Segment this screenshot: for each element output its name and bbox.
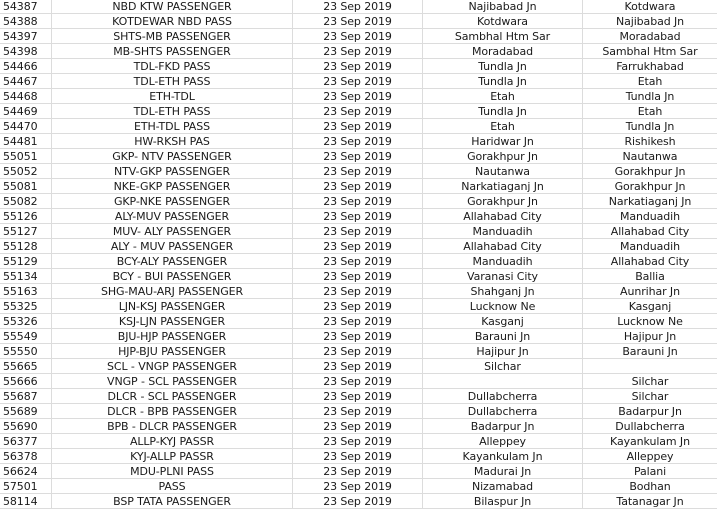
table-row[interactable] [0, 329, 717, 344]
train-name-cell: HW-RKSH PAS [52, 134, 293, 148]
table-row[interactable] [0, 164, 717, 179]
source-station-cell: Bilaspur Jn [423, 494, 583, 508]
table-row[interactable] [0, 74, 717, 89]
source-station-cell: Varanasi City [423, 269, 583, 283]
train-name-cell: GKP-NKE PASSENGER [52, 194, 293, 208]
train-name-cell: BJU-HJP PASSENGER [52, 329, 293, 343]
date-cell: 23 Sep 2019 [293, 359, 423, 373]
train-number-cell: 55129 [0, 254, 52, 268]
destination-station-cell: Tundla Jn [625, 90, 675, 103]
source-station-cell: Allahabad City [423, 239, 583, 253]
source-station-cell: Lucknow Ne [423, 299, 583, 313]
train-name-cell: SCL - VNGP PASSENGER [52, 359, 293, 373]
table-row[interactable] [0, 494, 717, 509]
table-row[interactable] [0, 194, 717, 209]
train-name-cell: NTV-GKP PASSENGER [52, 164, 293, 178]
train-number-cell: 55690 [0, 419, 52, 433]
table-row[interactable] [0, 374, 717, 389]
date-cell: 23 Sep 2019 [293, 29, 423, 43]
date-cell: 23 Sep 2019 [293, 194, 423, 208]
source-station-cell: Najibabad Jn [423, 0, 583, 13]
source-station-cell: Moradabad [423, 44, 583, 58]
train-name-cell: SHTS-MB PASSENGER [52, 29, 293, 43]
train-number-cell: 54469 [0, 104, 52, 118]
train-number-cell: 54398 [0, 44, 52, 58]
train-number-cell: 54387 [0, 0, 52, 13]
train-number-cell: 55163 [0, 284, 52, 298]
table-row[interactable] [0, 404, 717, 419]
train-name-cell: VNGP - SCL PASSENGER [52, 374, 293, 388]
date-cell: 23 Sep 2019 [293, 164, 423, 178]
train-name-cell: LJN-KSJ PASSENGER [52, 299, 293, 313]
destination-station-cell: Hajipur Jn [623, 330, 677, 343]
table-row[interactable] [0, 314, 717, 329]
source-station-cell: Narkatiaganj Jn [423, 179, 583, 193]
table-row[interactable] [0, 209, 717, 224]
train-name-cell: BSP TATA PASSENGER [52, 494, 293, 508]
train-name-cell: HJP-BJU PASSENGER [52, 344, 293, 358]
train-number-cell: 55134 [0, 269, 52, 283]
table-row[interactable] [0, 464, 717, 479]
table-row[interactable] [0, 359, 717, 374]
table-row[interactable] [0, 389, 717, 404]
source-station-cell: Tundla Jn [423, 104, 583, 118]
table-row[interactable] [0, 419, 717, 434]
date-cell: 23 Sep 2019 [293, 299, 423, 313]
destination-station-cell: Etah [637, 105, 663, 118]
table-row[interactable] [0, 0, 717, 14]
source-station-cell: Dullabcherra [423, 404, 583, 418]
destination-station-cell: Gorakhpur Jn [614, 165, 686, 178]
date-cell: 23 Sep 2019 [293, 494, 423, 508]
date-cell: 23 Sep 2019 [293, 104, 423, 118]
train-number-cell: 54388 [0, 14, 52, 28]
date-cell: 23 Sep 2019 [293, 59, 423, 73]
table-row[interactable] [0, 344, 717, 359]
date-cell: 23 Sep 2019 [293, 149, 423, 163]
destination-station-cell: Silchar [631, 375, 669, 388]
date-cell: 23 Sep 2019 [293, 404, 423, 418]
destination-station-cell: Farrukhabad [616, 60, 684, 73]
destination-station-cell: Rishikesh [624, 135, 676, 148]
train-name-cell: TDL-FKD PASS [52, 59, 293, 73]
train-number-cell: 57501 [0, 479, 52, 493]
train-number-cell: 55689 [0, 404, 52, 418]
train-name-cell: TDL-ETH PASS [52, 74, 293, 88]
source-station-cell: Sambhal Htm Sar [423, 29, 583, 43]
date-cell: 23 Sep 2019 [293, 419, 423, 433]
train-number-cell: 55326 [0, 314, 52, 328]
table-row[interactable] [0, 134, 717, 149]
table-row[interactable] [0, 44, 717, 59]
source-station-cell: Silchar [423, 359, 583, 373]
date-cell: 23 Sep 2019 [293, 254, 423, 268]
train-number-cell: 54468 [0, 89, 52, 103]
train-name-cell: NKE-GKP PASSENGER [52, 179, 293, 193]
train-number-cell: 55665 [0, 359, 52, 373]
destination-station-cell: Tundla Jn [625, 120, 675, 133]
source-station-cell: Kayankulam Jn [423, 449, 583, 463]
source-station-cell: Nizamabad [423, 479, 583, 493]
date-cell: 23 Sep 2019 [293, 314, 423, 328]
train-number-cell: 55549 [0, 329, 52, 343]
table-row[interactable] [0, 179, 717, 194]
date-cell: 23 Sep 2019 [293, 224, 423, 238]
destination-station-cell: Etah [637, 75, 663, 88]
date-cell: 23 Sep 2019 [293, 434, 423, 448]
table-row[interactable] [0, 14, 717, 29]
table-row[interactable] [0, 239, 717, 254]
train-number-cell: 55052 [0, 164, 52, 178]
source-station-cell: Madurai Jn [423, 464, 583, 478]
source-station-cell: Kotdwara [423, 14, 583, 28]
train-name-cell: MB-SHTS PASSENGER [52, 44, 293, 58]
table-row[interactable] [0, 254, 717, 269]
train-number-cell: 54470 [0, 119, 52, 133]
table-row[interactable] [0, 269, 717, 284]
train-number-cell: 55128 [0, 239, 52, 253]
train-name-cell: ETH-TDL [52, 89, 293, 103]
date-cell: 23 Sep 2019 [293, 269, 423, 283]
date-cell: 23 Sep 2019 [293, 0, 423, 13]
source-station-cell: Badarpur Jn [423, 419, 583, 433]
destination-station-cell: Gorakhpur Jn [614, 180, 686, 193]
destination-station-cell: Bodhan [629, 480, 671, 493]
date-cell: 23 Sep 2019 [293, 284, 423, 298]
train-name-cell: DLCR - SCL PASSENGER [52, 389, 293, 403]
train-name-cell: KSJ-LJN PASSENGER [52, 314, 293, 328]
date-cell: 23 Sep 2019 [293, 329, 423, 343]
source-station-cell: Gorakhpur Jn [423, 194, 583, 208]
train-name-cell: KYJ-ALLP PASSR [52, 449, 293, 463]
source-station-cell: Kasganj [423, 314, 583, 328]
source-station-cell: Tundla Jn [423, 74, 583, 88]
table-row[interactable] [0, 149, 717, 164]
train-name-cell: BPB - DLCR PASSENGER [52, 419, 293, 433]
destination-station-cell: Najibabad Jn [615, 15, 685, 28]
destination-station-cell: Narkatiaganj Jn [608, 195, 692, 208]
source-station-cell: Etah [423, 119, 583, 133]
train-number-cell: 55127 [0, 224, 52, 238]
table-row[interactable] [0, 284, 717, 299]
table-row[interactable] [0, 89, 717, 104]
destination-station-cell: Kasganj [628, 300, 672, 313]
destination-station-cell: Palani [633, 465, 667, 478]
train-number-cell: 58114 [0, 494, 52, 508]
table-row[interactable] [0, 104, 717, 119]
train-name-cell: SHG-MAU-ARJ PASSENGER [52, 284, 293, 298]
source-station-cell: Shahganj Jn [423, 284, 583, 298]
date-cell: 23 Sep 2019 [293, 119, 423, 133]
destination-station-cell: Kayankulam Jn [610, 435, 690, 448]
destination-station-cell: Manduadih [619, 210, 680, 223]
train-number-cell: 56378 [0, 449, 52, 463]
train-number-cell: 56624 [0, 464, 52, 478]
destination-station-cell: Lucknow Ne [617, 315, 683, 328]
destination-station-cell [583, 359, 717, 373]
date-cell: 23 Sep 2019 [293, 449, 423, 463]
date-cell: 23 Sep 2019 [293, 374, 423, 388]
source-station-cell: Allahabad City [423, 209, 583, 223]
table-row[interactable] [0, 119, 717, 134]
source-station-cell: Etah [423, 89, 583, 103]
destination-station-cell: Sambhal Htm Sar [602, 45, 698, 58]
source-station-cell: Alleppey [423, 434, 583, 448]
train-number-cell: 55081 [0, 179, 52, 193]
table-row[interactable] [0, 59, 717, 74]
destination-station-cell: Alleppey [626, 450, 674, 463]
train-number-cell: 54481 [0, 134, 52, 148]
date-cell: 23 Sep 2019 [293, 344, 423, 358]
train-number-cell: 56377 [0, 434, 52, 448]
destination-station-cell: Ballia [635, 270, 665, 283]
train-name-cell: PASS [52, 479, 293, 493]
train-name-cell: ALY-MUV PASSENGER [52, 209, 293, 223]
date-cell: 23 Sep 2019 [293, 44, 423, 58]
table-row[interactable] [0, 29, 717, 44]
date-cell: 23 Sep 2019 [293, 134, 423, 148]
train-number-cell: 55126 [0, 209, 52, 223]
train-number-cell: 55550 [0, 344, 52, 358]
destination-station-cell: Badarpur Jn [618, 405, 682, 418]
destination-station-cell: Tatanagar Jn [616, 495, 684, 508]
table-row[interactable] [0, 434, 717, 449]
train-name-cell: GKP- NTV PASSENGER [52, 149, 293, 163]
train-number-cell: 54467 [0, 74, 52, 88]
train-name-cell: ALY - MUV PASSENGER [52, 239, 293, 253]
date-cell: 23 Sep 2019 [293, 389, 423, 403]
date-cell: 23 Sep 2019 [293, 464, 423, 478]
source-station-cell: Tundla Jn [423, 59, 583, 73]
train-name-cell: BCY - BUI PASSENGER [52, 269, 293, 283]
date-cell: 23 Sep 2019 [293, 74, 423, 88]
train-number-cell: 55082 [0, 194, 52, 208]
source-station-cell: Manduadih [423, 224, 583, 238]
source-station-cell: Dullabcherra [423, 389, 583, 403]
source-station-cell [423, 374, 583, 388]
train-number-cell: 55666 [0, 374, 52, 388]
source-station-cell: Barauni Jn [423, 329, 583, 343]
source-station-cell: Hajipur Jn [423, 344, 583, 358]
date-cell: 23 Sep 2019 [293, 479, 423, 493]
train-number-cell: 54466 [0, 59, 52, 73]
destination-station-cell: Silchar [631, 390, 669, 403]
train-name-cell: BCY-ALY PASSENGER [52, 254, 293, 268]
table-row[interactable] [0, 449, 717, 464]
train-number-cell: 54397 [0, 29, 52, 43]
source-station-cell: Haridwar Jn [423, 134, 583, 148]
train-name-cell: DLCR - BPB PASSENGER [52, 404, 293, 418]
source-station-cell: Manduadih [423, 254, 583, 268]
train-name-cell: ALLP-KYJ PASSR [52, 434, 293, 448]
destination-station-cell: Moradabad [619, 30, 681, 43]
date-cell: 23 Sep 2019 [293, 89, 423, 103]
date-cell: 23 Sep 2019 [293, 14, 423, 28]
train-name-cell: MUV- ALY PASSENGER [52, 224, 293, 238]
source-station-cell: Gorakhpur Jn [423, 149, 583, 163]
destination-station-cell: Allahabad City [610, 225, 690, 238]
table-row[interactable] [0, 224, 717, 239]
date-cell: 23 Sep 2019 [293, 179, 423, 193]
train-name-cell: NBD KTW PASSENGER [52, 0, 293, 13]
date-cell: 23 Sep 2019 [293, 239, 423, 253]
destination-station-cell: Kotdwara [624, 0, 676, 13]
source-station-cell: Nautanwa [423, 164, 583, 178]
train-name-cell: ETH-TDL PASS [52, 119, 293, 133]
date-cell: 23 Sep 2019 [293, 209, 423, 223]
destination-station-cell: Barauni Jn [622, 345, 678, 358]
destination-station-cell: Nautanwa [622, 150, 678, 163]
train-name-cell: MDU-PLNI PASS [52, 464, 293, 478]
destination-station-cell: Manduadih [619, 240, 680, 253]
train-number-cell: 55687 [0, 389, 52, 403]
train-number-cell: 55051 [0, 149, 52, 163]
table-row[interactable] [0, 299, 717, 314]
train-number-cell: 55325 [0, 299, 52, 313]
table-row[interactable] [0, 479, 717, 494]
train-name-cell: TDL-ETH PASS [52, 104, 293, 118]
destination-station-cell: Aunrihar Jn [620, 285, 680, 298]
destination-station-cell: Allahabad City [610, 255, 690, 268]
train-name-cell: KOTDEWAR NBD PASS [52, 14, 293, 28]
destination-station-cell: Dullabcherra [615, 420, 685, 433]
